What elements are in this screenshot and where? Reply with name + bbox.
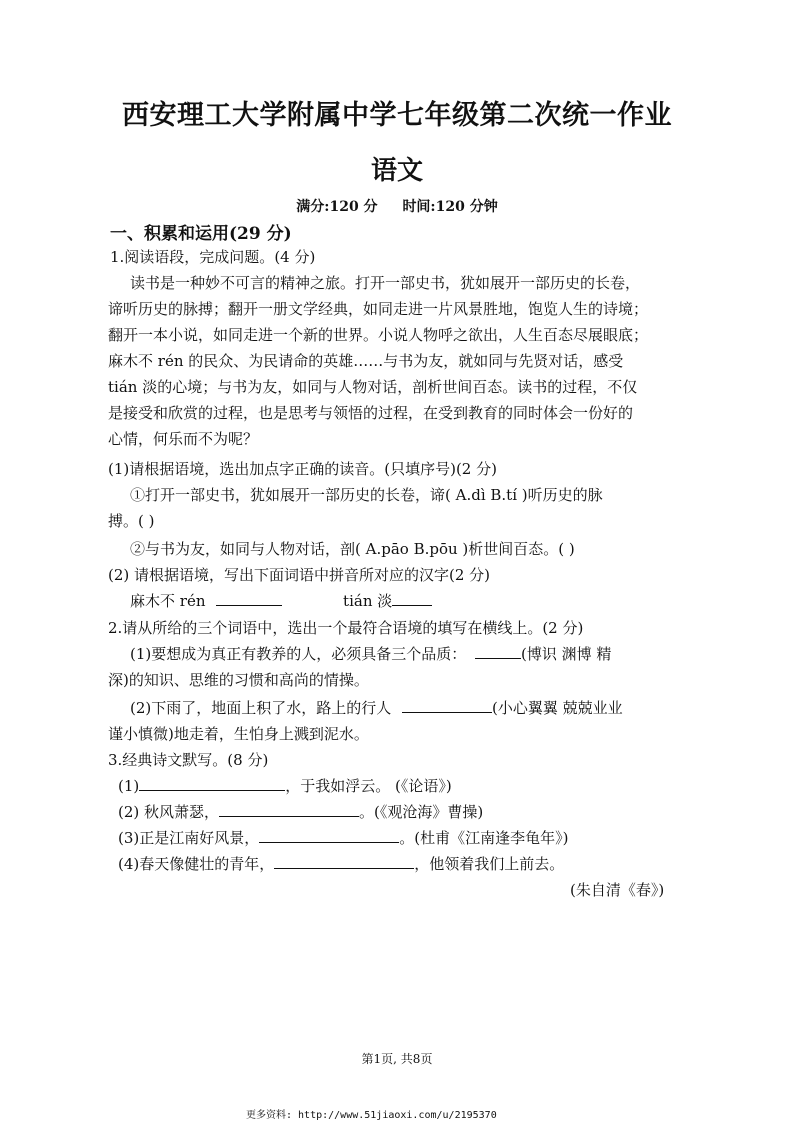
page-number: 第1页, 共8页 xyxy=(361,1052,433,1066)
q3-line-3-source: 。(杜甫《江南逢李龟年》) xyxy=(399,829,569,847)
source-note: 更多资料: http://www.51jiaoxi.com/u/2195370 xyxy=(246,1110,497,1121)
q3-line-3 xyxy=(118,827,568,848)
q1-sub1-a: ①打开一部史书，犹如展开一部历史的长卷，谛( A.dì B.tí )听历史的脉 xyxy=(130,486,603,504)
q3-line-4-tail: ，他领着我们上前去。 xyxy=(414,855,565,873)
answer-blank[interactable] xyxy=(216,591,282,606)
passage-line: 谛听历史的脉搏；翻开一册文学经典，如同走进一片风景胜地，饱览人生的诗境； xyxy=(108,300,649,318)
passage-line: 麻木不 rén 的民众、为民请命的英雄……与书为友，就如同与先贤对话，感受 xyxy=(108,352,624,370)
passage-line: 心情，何乐而不为呢？ xyxy=(108,430,259,448)
q2-b xyxy=(130,697,623,718)
q3-prompt: 3.经典诗文默写。(8 分) xyxy=(108,751,269,769)
q3-line-4-text: (4)春天像健壮的青年， xyxy=(118,855,275,873)
answer-blank[interactable] xyxy=(139,776,285,791)
q2-b-options: (小心翼翼 兢兢业业 xyxy=(492,699,623,717)
q2-a-options: (博识 渊博 精 xyxy=(521,645,612,663)
pinyin-item-ren: 麻木不 rén xyxy=(130,592,206,610)
answer-blank[interactable] xyxy=(259,828,399,843)
q3-line-4-source: (朱自清《春》) xyxy=(570,881,665,899)
pinyin-item-tian: tián 淡 xyxy=(343,592,393,610)
q1-sub1: (1)请根据语境，选出加点字正确的读音。(只填序号)(2 分) xyxy=(108,460,497,478)
q1-sub2-items xyxy=(130,590,432,611)
q2-a-cont: 深)的知识、思维的习惯和高尚的情操。 xyxy=(108,671,369,689)
q3-line-2-text: (2) 秋风萧瑟， xyxy=(118,803,220,821)
exam-time: 时间:120 分钟 xyxy=(402,199,498,215)
q3-line-2-source: 。(《观沧海》曹操) xyxy=(359,803,484,821)
passage-line: 读书是一种妙不可言的精神之旅。打开一部史书，犹如展开一部历史的长卷， xyxy=(130,274,641,292)
document-title: 西安理工大学附属中学七年级第二次统一作业 xyxy=(122,100,672,131)
q1-sub1-b: ②与书为友，如同与人物对话，剖( A.pāo B.pōu )析世间百态。( ) xyxy=(130,540,575,558)
q1-prompt: 1.阅读语段，完成问题。(4 分) xyxy=(110,248,316,266)
q3-line-3-text: (3)正是江南好风景， xyxy=(118,829,260,847)
q1-sub1-a-cont: 搏。( ) xyxy=(108,512,155,530)
full-score: 满分:120 分 xyxy=(296,199,378,215)
q3-line-4 xyxy=(118,853,564,874)
subject-title: 语文 xyxy=(370,156,423,186)
section-heading: 一、积累和运用(29 分) xyxy=(110,224,292,244)
q2-a xyxy=(130,643,611,664)
answer-blank[interactable] xyxy=(402,698,492,713)
answer-blank[interactable] xyxy=(219,802,359,817)
q3-line-1 xyxy=(118,775,452,796)
passage-line: 是接受和欣赏的过程，也是思考与领悟的过程，在受到教育的同时体会一份好的 xyxy=(108,404,634,422)
q1-sub2: (2) 请根据语境，写出下面词语中拼音所对应的汉字(2 分) xyxy=(108,566,491,584)
q3-line-1-text: ，于我如浮云。 (《论语》) xyxy=(285,777,452,795)
q3-line-1-label: (1) xyxy=(118,777,140,795)
q2-b-text: (2)下雨了，地面上积了水，路上的行人 xyxy=(130,699,392,717)
answer-blank[interactable] xyxy=(475,644,521,659)
q3-line-2 xyxy=(118,801,483,822)
q2-a-text: (1)要想成为真正有教养的人，必须具备三个品质： xyxy=(130,645,467,663)
q2-prompt: 2.请从所给的三个词语中，选出一个最符合语境的填写在横线上。(2 分) xyxy=(108,619,584,637)
passage-line: tián 淡的心境；与书为友，如同与人物对话，剖析世间百态。读书的过程，不仅 xyxy=(108,378,638,396)
score-time-line xyxy=(0,196,794,216)
q2-b-cont: 谨小慎微)地走着，生怕身上溅到泥水。 xyxy=(108,725,369,743)
answer-blank[interactable] xyxy=(274,854,414,869)
answer-blank[interactable] xyxy=(392,591,432,606)
passage-line: 翻开一本小说，如同走进一个新的世界。小说人物呼之欲出，人生百态尽展眼底； xyxy=(108,326,649,344)
